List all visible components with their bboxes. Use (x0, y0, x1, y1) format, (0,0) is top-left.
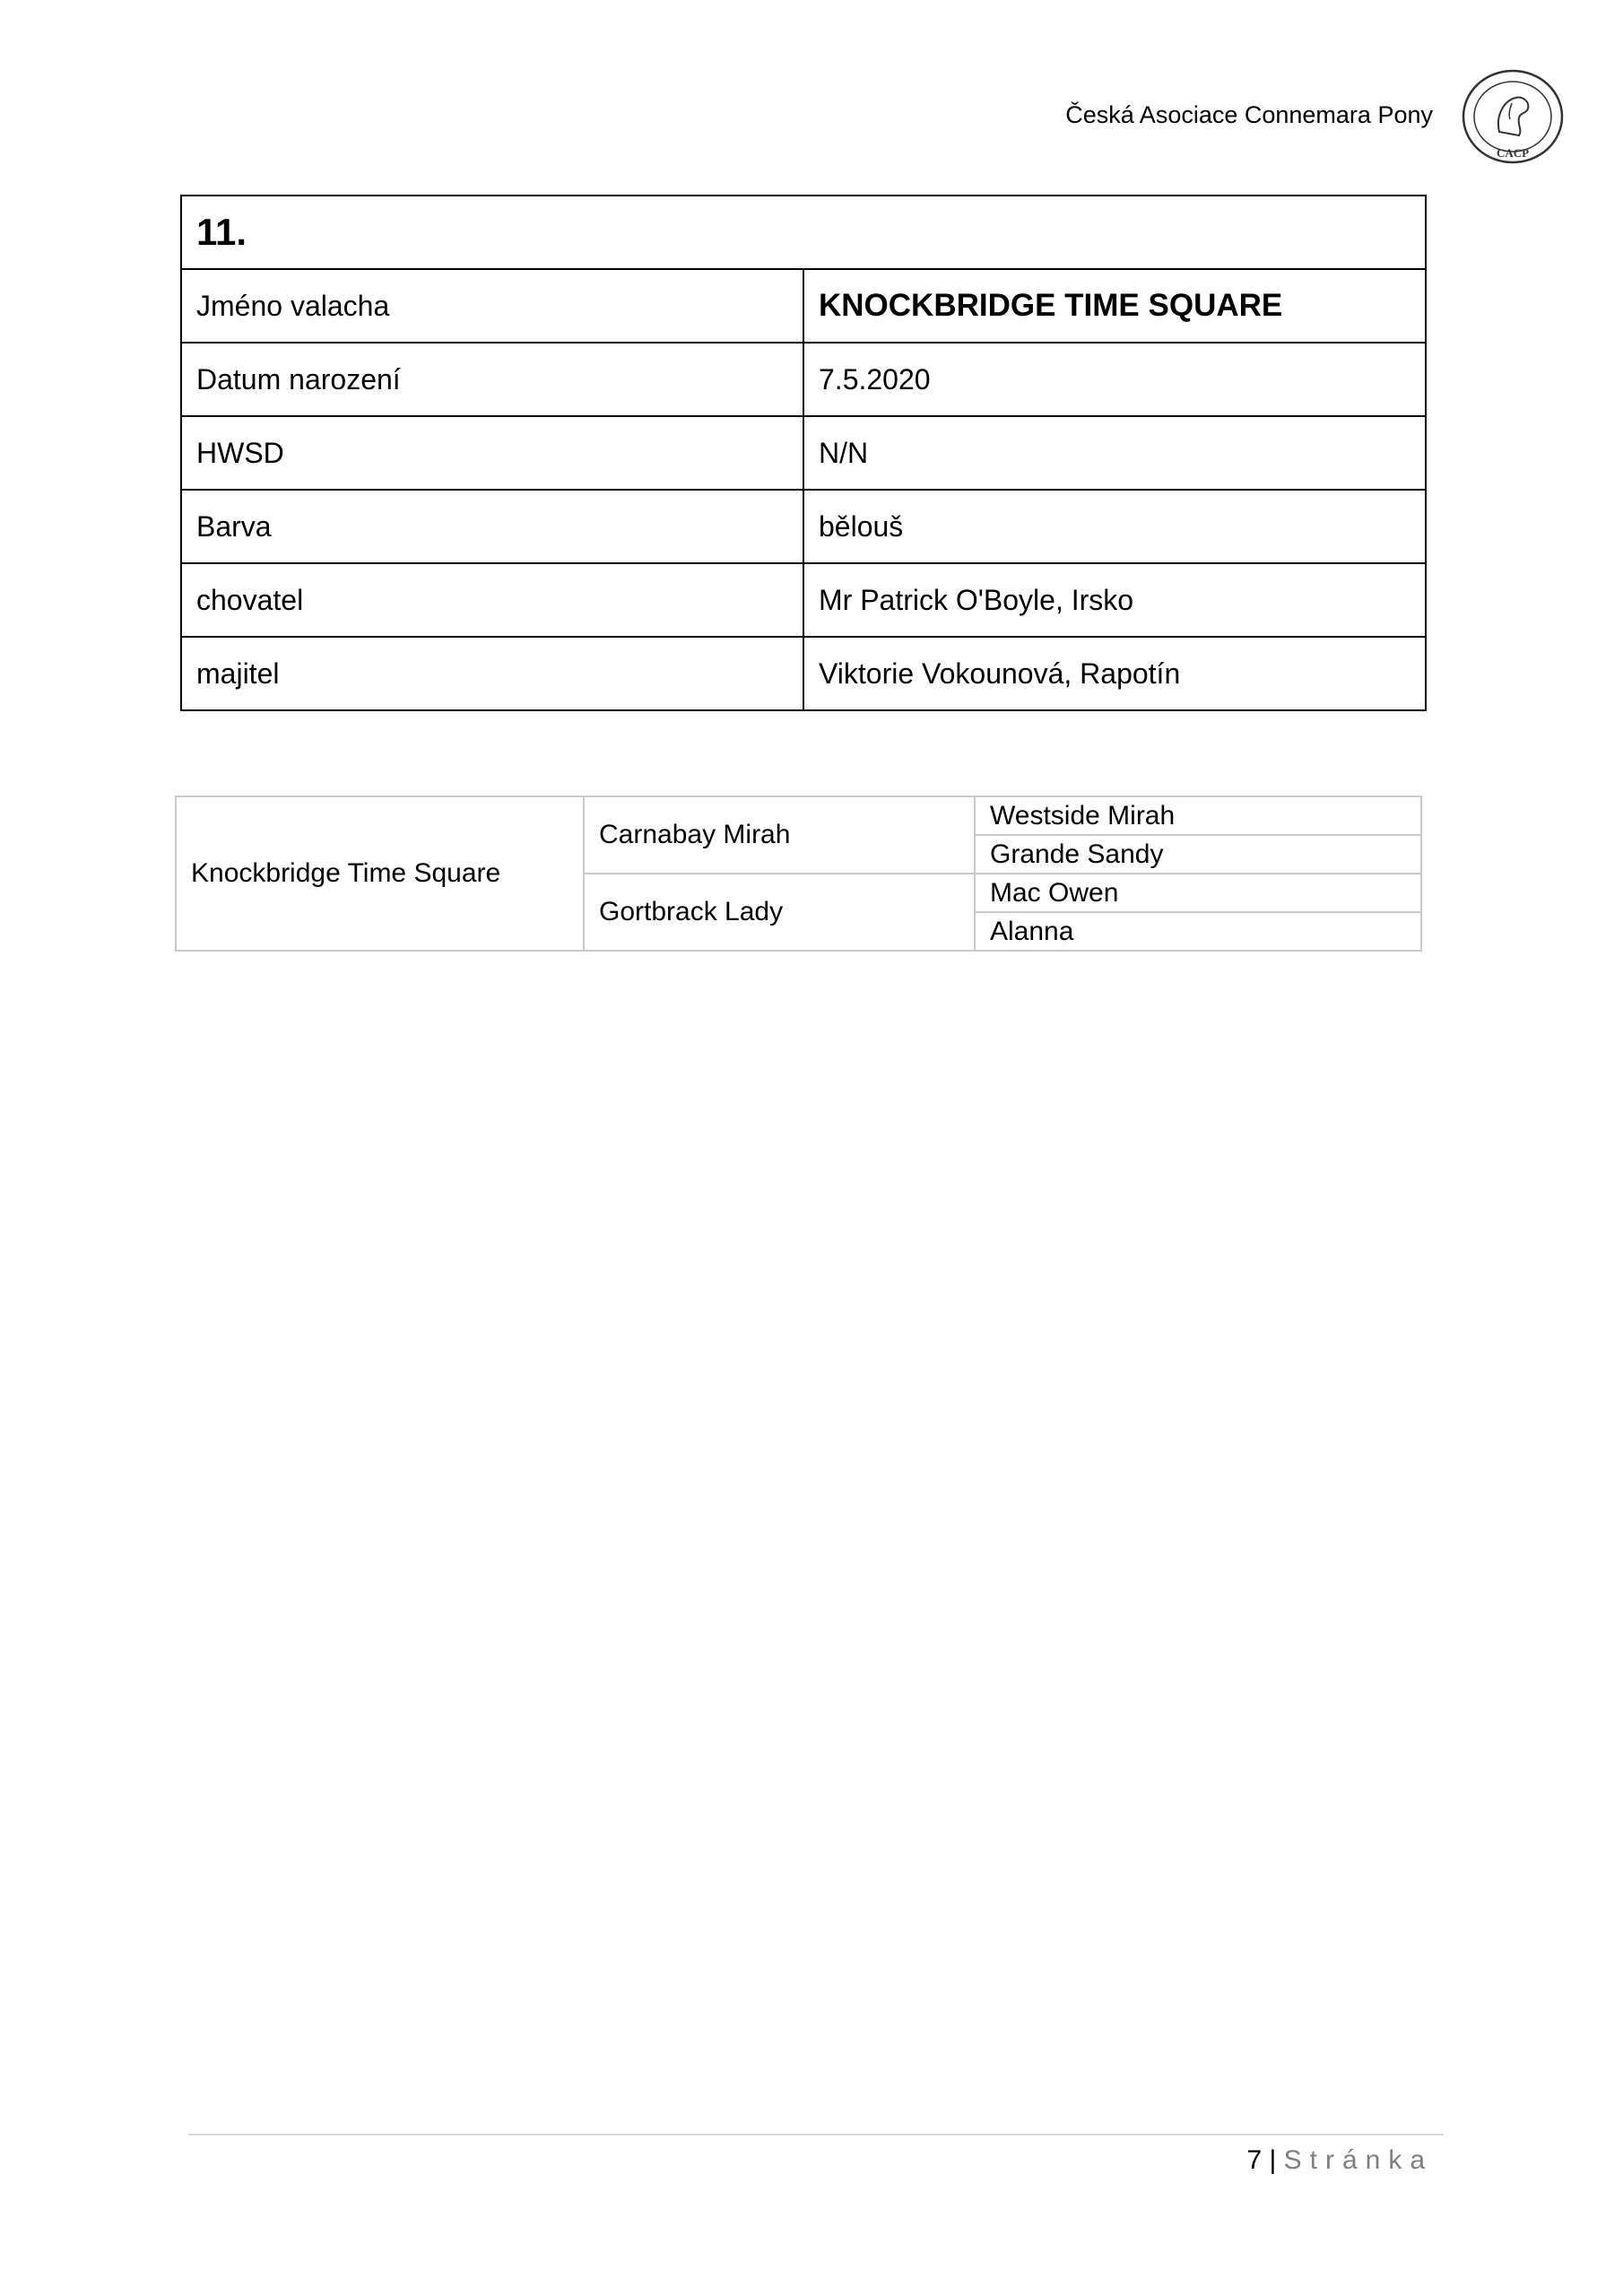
entry-number-row (181, 196, 1426, 269)
info-label: majitel (181, 637, 803, 710)
info-value: 7.5.2020 (803, 343, 1426, 416)
page-footer (1246, 2143, 1433, 2179)
info-label: HWSD (181, 416, 803, 490)
header-organization: Česká Asociace Connemara Pony (1065, 101, 1433, 128)
page-word: Stránka (1283, 2145, 1433, 2175)
pedigree-table (175, 796, 1422, 952)
info-row-name (181, 269, 1426, 343)
info-value: N/N (803, 416, 1426, 490)
info-row-hwsd (181, 416, 1426, 490)
footer-separator: | (1269, 2145, 1277, 2175)
info-value: bělouš (803, 490, 1426, 563)
horse-name-value: KNOCKBRIDGE TIME SQUARE (803, 269, 1426, 343)
info-value: Mr Patrick O'Boyle, Irsko (803, 563, 1426, 637)
info-row-breeder (181, 563, 1426, 637)
pedigree-dam: Gortbrack Lady (584, 874, 975, 951)
info-row-birthdate (181, 343, 1426, 416)
footer-divider (188, 2134, 1444, 2135)
info-label: chovatel (181, 563, 803, 637)
entry-number: 11. (181, 196, 1426, 269)
horse-info-table (180, 195, 1427, 711)
pedigree-horse: Knockbridge Time Square (176, 796, 584, 951)
info-row-owner (181, 637, 1426, 710)
pedigree-grandparent: Mac Owen (975, 874, 1421, 912)
info-label: Barva (181, 490, 803, 563)
association-logo (1460, 67, 1566, 166)
info-value: Viktorie Vokounová, Rapotín (803, 637, 1426, 710)
pedigree-grandparent: Westside Mirah (975, 796, 1421, 835)
svg-text:CACP: CACP (1496, 146, 1530, 160)
pedigree-grandparent: Alanna (975, 912, 1421, 951)
page-number: 7 (1246, 2145, 1263, 2175)
info-label: Datum narození (181, 343, 803, 416)
info-row-color (181, 490, 1426, 563)
pedigree-grandparent: Grande Sandy (975, 835, 1421, 874)
info-label: Jméno valacha (181, 269, 803, 343)
pedigree-row (176, 796, 1421, 835)
pedigree-sire: Carnabay Mirah (584, 796, 975, 874)
